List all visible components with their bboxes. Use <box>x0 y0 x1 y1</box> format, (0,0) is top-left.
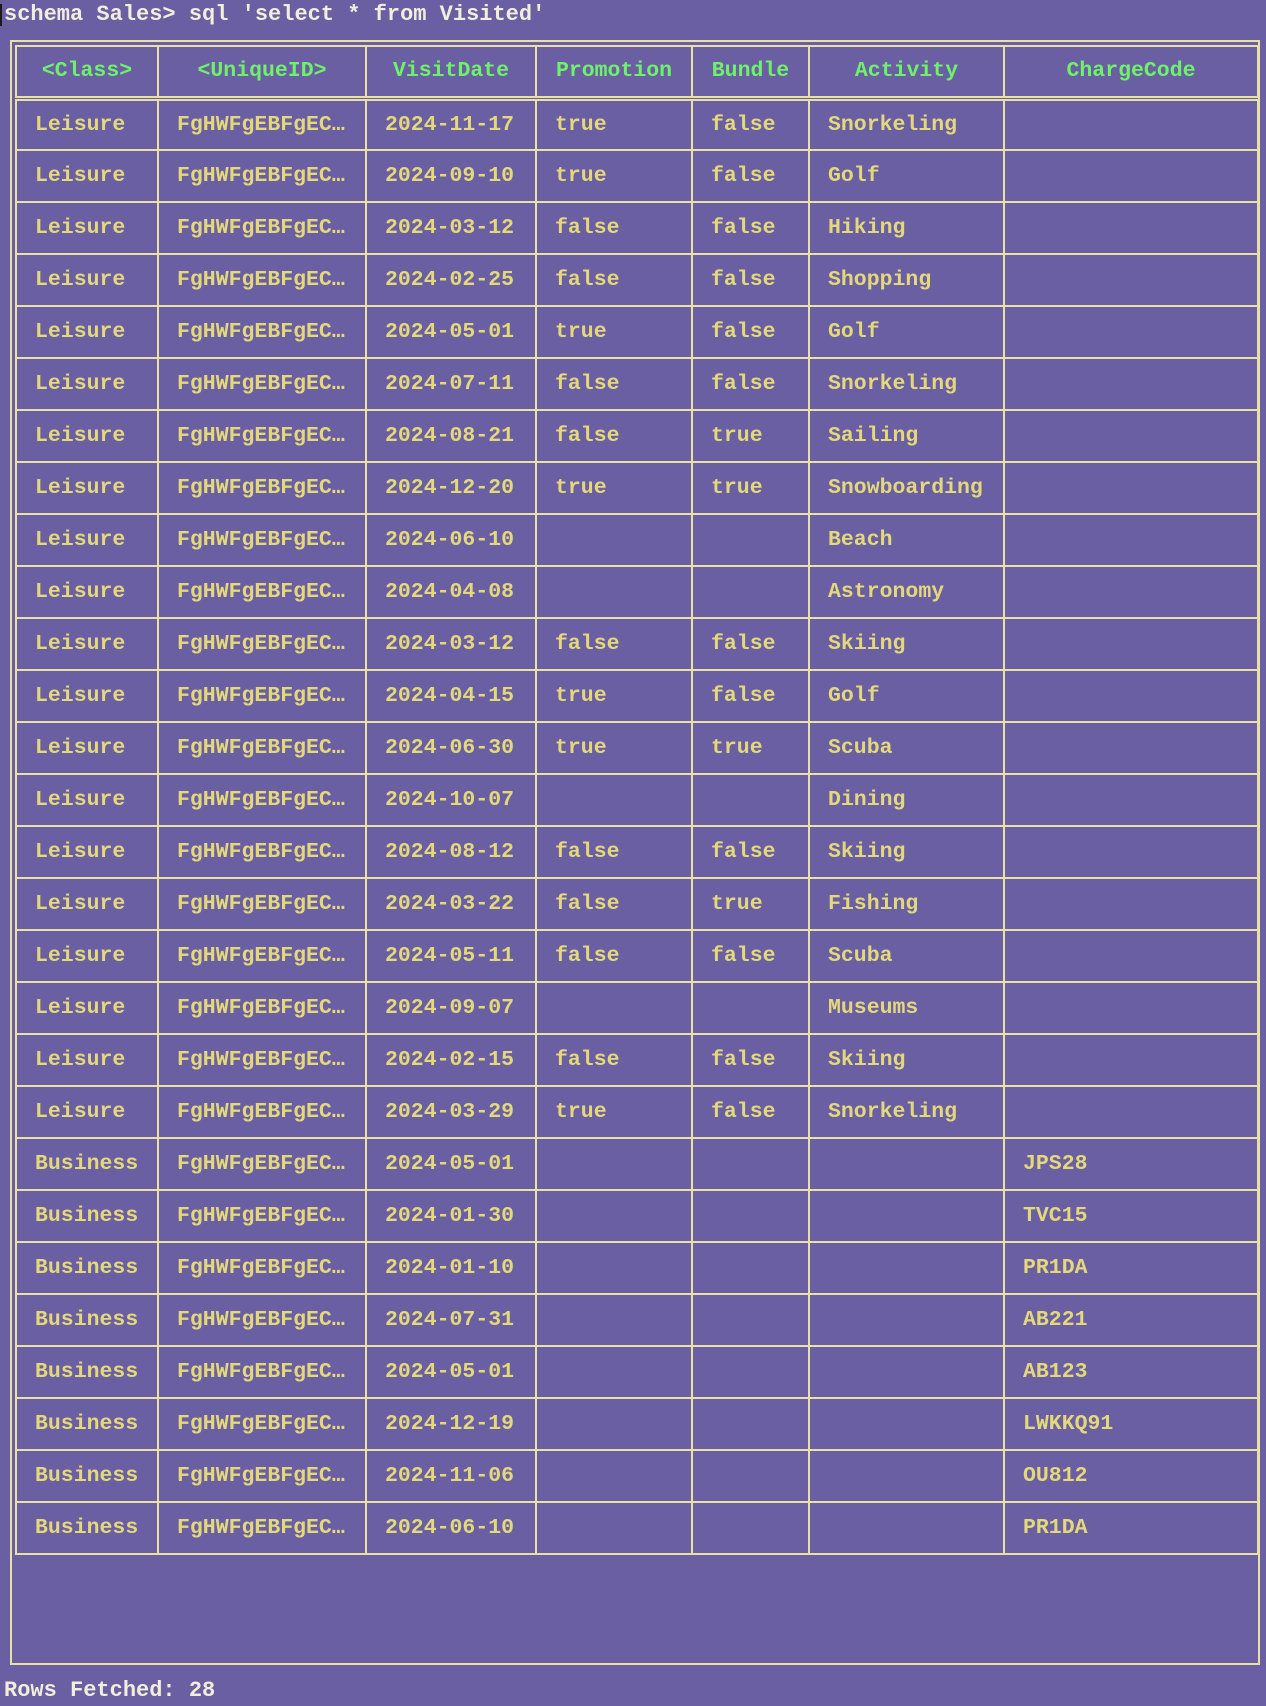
table-cell <box>1004 1034 1258 1086</box>
table-cell: Leisure <box>16 98 158 150</box>
table-header-row <box>16 46 1258 98</box>
table-cell: 2024-07-31 <box>366 1294 536 1346</box>
table-cell <box>1004 98 1258 150</box>
table-row <box>16 1502 1258 1554</box>
table-cell: FgHWFgEBFgEC… <box>158 1242 366 1294</box>
table-cell: Leisure <box>16 722 158 774</box>
table-row <box>16 1086 1258 1138</box>
table-cell: false <box>692 618 809 670</box>
column-header: <UniqueID> <box>158 46 366 98</box>
table-cell: FgHWFgEBFgEC… <box>158 878 366 930</box>
table-cell: FgHWFgEBFgEC… <box>158 566 366 618</box>
table-cell: Leisure <box>16 982 158 1034</box>
table-cell: false <box>536 202 692 254</box>
table-cell <box>1004 358 1258 410</box>
table-row <box>16 1450 1258 1502</box>
table-row <box>16 774 1258 826</box>
table-cell: FgHWFgEBFgEC… <box>158 774 366 826</box>
table-cell <box>692 1294 809 1346</box>
table-cell <box>809 1138 1004 1190</box>
table-cell: FgHWFgEBFgEC… <box>158 514 366 566</box>
table-cell: Leisure <box>16 930 158 982</box>
table-cell: Leisure <box>16 826 158 878</box>
table-row <box>16 306 1258 358</box>
table-cell: Business <box>16 1138 158 1190</box>
table-cell <box>1004 774 1258 826</box>
table-row <box>16 1242 1258 1294</box>
table-row <box>16 150 1258 202</box>
table-cell: Hiking <box>809 202 1004 254</box>
table-cell <box>692 566 809 618</box>
table-cell: Snorkeling <box>809 358 1004 410</box>
column-header: Activity <box>809 46 1004 98</box>
table-cell <box>692 774 809 826</box>
table-cell: Leisure <box>16 878 158 930</box>
table-cell <box>809 1190 1004 1242</box>
table-cell: false <box>536 254 692 306</box>
table-cell: 2024-04-08 <box>366 566 536 618</box>
table-cell: FgHWFgEBFgEC… <box>158 306 366 358</box>
table-row <box>16 618 1258 670</box>
table-cell: 2024-03-12 <box>366 618 536 670</box>
table-cell: false <box>536 410 692 462</box>
table-cell <box>692 1346 809 1398</box>
table-cell: false <box>692 202 809 254</box>
table-cell: Snowboarding <box>809 462 1004 514</box>
result-table <box>15 45 1259 1555</box>
table-cell: 2024-06-30 <box>366 722 536 774</box>
table-row <box>16 566 1258 618</box>
table-row <box>16 722 1258 774</box>
table-cell: Business <box>16 1502 158 1554</box>
table-cell: true <box>536 306 692 358</box>
table-row <box>16 254 1258 306</box>
table-cell: FgHWFgEBFgEC… <box>158 358 366 410</box>
table-cell: false <box>692 98 809 150</box>
table-cell <box>536 1138 692 1190</box>
text-cursor <box>0 4 2 26</box>
table-cell: true <box>536 722 692 774</box>
table-cell: Beach <box>809 514 1004 566</box>
table-cell <box>1004 618 1258 670</box>
table-row <box>16 982 1258 1034</box>
table-cell: true <box>536 1086 692 1138</box>
table-row <box>16 410 1258 462</box>
table-cell: false <box>536 930 692 982</box>
table-cell <box>536 1398 692 1450</box>
table-cell: 2024-10-07 <box>366 774 536 826</box>
table-cell: 2024-09-10 <box>366 150 536 202</box>
table-cell: FgHWFgEBFgEC… <box>158 1138 366 1190</box>
table-cell: 2024-03-12 <box>366 202 536 254</box>
table-cell <box>1004 930 1258 982</box>
table-cell: Dining <box>809 774 1004 826</box>
table-cell <box>1004 566 1258 618</box>
table-cell <box>1004 1086 1258 1138</box>
table-cell: Golf <box>809 150 1004 202</box>
table-cell <box>809 1450 1004 1502</box>
table-cell: Business <box>16 1346 158 1398</box>
table-cell: FgHWFgEBFgEC… <box>158 982 366 1034</box>
table-cell: JPS28 <box>1004 1138 1258 1190</box>
table-cell: Snorkeling <box>809 1086 1004 1138</box>
table-cell: Leisure <box>16 1034 158 1086</box>
table-cell: Museums <box>809 982 1004 1034</box>
table-cell: FgHWFgEBFgEC… <box>158 1450 366 1502</box>
table-cell <box>692 1502 809 1554</box>
table-cell <box>809 1294 1004 1346</box>
table-cell: false <box>692 1034 809 1086</box>
table-cell: Skiing <box>809 1034 1004 1086</box>
table-cell: FgHWFgEBFgEC… <box>158 150 366 202</box>
table-cell: FgHWFgEBFgEC… <box>158 670 366 722</box>
table-cell <box>536 514 692 566</box>
table-cell <box>809 1502 1004 1554</box>
table-cell: Skiing <box>809 618 1004 670</box>
table-cell: Scuba <box>809 722 1004 774</box>
table-cell <box>536 982 692 1034</box>
table-cell: 2024-03-22 <box>366 878 536 930</box>
table-cell: Business <box>16 1242 158 1294</box>
table-cell: FgHWFgEBFgEC… <box>158 254 366 306</box>
table-cell <box>536 1242 692 1294</box>
table-cell <box>536 1346 692 1398</box>
table-cell: 2024-11-06 <box>366 1450 536 1502</box>
table-cell: true <box>536 150 692 202</box>
table-cell <box>1004 306 1258 358</box>
table-row <box>16 826 1258 878</box>
table-cell: Leisure <box>16 462 158 514</box>
table-row <box>16 670 1258 722</box>
table-cell: Leisure <box>16 566 158 618</box>
table-cell: true <box>536 98 692 150</box>
table-cell: false <box>692 670 809 722</box>
table-cell <box>1004 722 1258 774</box>
table-cell: Leisure <box>16 1086 158 1138</box>
column-header: <Class> <box>16 46 158 98</box>
table-cell: FgHWFgEBFgEC… <box>158 1086 366 1138</box>
table-cell: 2024-01-30 <box>366 1190 536 1242</box>
table-cell: 2024-05-01 <box>366 1346 536 1398</box>
table-cell: 2024-08-21 <box>366 410 536 462</box>
table-cell: 2024-02-25 <box>366 254 536 306</box>
table-cell: true <box>536 462 692 514</box>
table-cell <box>1004 670 1258 722</box>
table-row <box>16 1190 1258 1242</box>
table-cell <box>1004 514 1258 566</box>
table-cell: true <box>692 410 809 462</box>
table-cell: true <box>536 670 692 722</box>
table-cell: Leisure <box>16 670 158 722</box>
table-cell: Leisure <box>16 774 158 826</box>
table-cell: FgHWFgEBFgEC… <box>158 1398 366 1450</box>
table-cell: Leisure <box>16 618 158 670</box>
table-cell <box>1004 202 1258 254</box>
table-cell: TVC15 <box>1004 1190 1258 1242</box>
table-cell: 2024-08-12 <box>366 826 536 878</box>
table-cell <box>536 566 692 618</box>
table-cell: 2024-09-07 <box>366 982 536 1034</box>
table-cell <box>692 1450 809 1502</box>
table-row <box>16 930 1258 982</box>
result-table-frame <box>10 40 1260 1665</box>
table-cell: Snorkeling <box>809 98 1004 150</box>
table-cell <box>536 1502 692 1554</box>
table-row <box>16 878 1258 930</box>
table-cell: false <box>692 826 809 878</box>
table-cell: 2024-05-11 <box>366 930 536 982</box>
column-header: Promotion <box>536 46 692 98</box>
table-cell: FgHWFgEBFgEC… <box>158 722 366 774</box>
table-cell <box>692 1398 809 1450</box>
table-row <box>16 358 1258 410</box>
column-header: ChargeCode <box>1004 46 1258 98</box>
table-cell <box>1004 462 1258 514</box>
table-cell: 2024-02-15 <box>366 1034 536 1086</box>
table-cell <box>809 1242 1004 1294</box>
table-cell: true <box>692 878 809 930</box>
table-cell: 2024-11-17 <box>366 98 536 150</box>
table-row <box>16 202 1258 254</box>
table-cell <box>1004 254 1258 306</box>
table-cell: false <box>692 306 809 358</box>
table-cell: false <box>536 358 692 410</box>
table-cell: false <box>692 1086 809 1138</box>
table-cell <box>1004 410 1258 462</box>
table-cell: Leisure <box>16 306 158 358</box>
table-cell: 2024-12-19 <box>366 1398 536 1450</box>
table-cell: Shopping <box>809 254 1004 306</box>
command-prompt: schema Sales> sql 'select * from Visited' <box>4 2 546 27</box>
rows-fetched-status: Rows Fetched: 28 <box>4 1678 216 1703</box>
table-row <box>16 514 1258 566</box>
table-row <box>16 462 1258 514</box>
table-cell: PR1DA <box>1004 1242 1258 1294</box>
table-cell: false <box>692 930 809 982</box>
table-cell: false <box>536 826 692 878</box>
table-cell: Golf <box>809 306 1004 358</box>
table-cell <box>1004 826 1258 878</box>
table-cell <box>692 1138 809 1190</box>
table-cell: FgHWFgEBFgEC… <box>158 930 366 982</box>
table-cell: FgHWFgEBFgEC… <box>158 462 366 514</box>
table-cell: Leisure <box>16 150 158 202</box>
table-row <box>16 1294 1258 1346</box>
table-cell: false <box>536 1034 692 1086</box>
table-cell: Golf <box>809 670 1004 722</box>
table-cell <box>1004 982 1258 1034</box>
table-cell: false <box>692 358 809 410</box>
table-cell: Leisure <box>16 410 158 462</box>
table-cell: FgHWFgEBFgEC… <box>158 826 366 878</box>
table-cell: Fishing <box>809 878 1004 930</box>
table-cell: Leisure <box>16 514 158 566</box>
table-cell: true <box>692 462 809 514</box>
table-cell: FgHWFgEBFgEC… <box>158 1034 366 1086</box>
table-cell <box>692 1190 809 1242</box>
table-cell: FgHWFgEBFgEC… <box>158 1294 366 1346</box>
table-cell: 2024-05-01 <box>366 306 536 358</box>
table-cell: FgHWFgEBFgEC… <box>158 202 366 254</box>
table-cell: 2024-07-11 <box>366 358 536 410</box>
table-cell: Business <box>16 1450 158 1502</box>
table-cell: FgHWFgEBFgEC… <box>158 1190 366 1242</box>
table-cell <box>809 1398 1004 1450</box>
table-cell: Leisure <box>16 202 158 254</box>
table-cell: false <box>536 618 692 670</box>
table-cell: Business <box>16 1190 158 1242</box>
table-cell <box>692 982 809 1034</box>
table-cell <box>809 1346 1004 1398</box>
table-row <box>16 98 1258 150</box>
table-cell <box>536 1190 692 1242</box>
table-cell: AB221 <box>1004 1294 1258 1346</box>
table-cell: 2024-12-20 <box>366 462 536 514</box>
table-body <box>16 98 1258 1554</box>
table-cell: Leisure <box>16 254 158 306</box>
table-cell: FgHWFgEBFgEC… <box>158 98 366 150</box>
table-cell: false <box>692 150 809 202</box>
table-cell: LWKKQ91 <box>1004 1398 1258 1450</box>
table-cell: FgHWFgEBFgEC… <box>158 1502 366 1554</box>
table-cell <box>536 1450 692 1502</box>
table-row <box>16 1138 1258 1190</box>
table-cell: 2024-03-29 <box>366 1086 536 1138</box>
table-cell: FgHWFgEBFgEC… <box>158 410 366 462</box>
table-row <box>16 1346 1258 1398</box>
table-row <box>16 1034 1258 1086</box>
table-cell: 2024-06-10 <box>366 514 536 566</box>
table-cell <box>536 1294 692 1346</box>
table-cell: true <box>692 722 809 774</box>
table-cell <box>692 514 809 566</box>
table-cell: Astronomy <box>809 566 1004 618</box>
table-cell: Business <box>16 1398 158 1450</box>
table-cell <box>1004 150 1258 202</box>
table-cell: Sailing <box>809 410 1004 462</box>
table-cell <box>692 1242 809 1294</box>
table-cell: 2024-05-01 <box>366 1138 536 1190</box>
table-cell: FgHWFgEBFgEC… <box>158 1346 366 1398</box>
column-header: Bundle <box>692 46 809 98</box>
table-cell <box>1004 878 1258 930</box>
table-cell: 2024-01-10 <box>366 1242 536 1294</box>
table-cell: false <box>536 878 692 930</box>
table-cell: OU812 <box>1004 1450 1258 1502</box>
table-cell: Skiing <box>809 826 1004 878</box>
table-cell: Scuba <box>809 930 1004 982</box>
table-cell: Leisure <box>16 358 158 410</box>
table-cell: AB123 <box>1004 1346 1258 1398</box>
table-cell: 2024-06-10 <box>366 1502 536 1554</box>
table-cell <box>536 774 692 826</box>
table-cell: Business <box>16 1294 158 1346</box>
table-cell: false <box>692 254 809 306</box>
table-cell: 2024-04-15 <box>366 670 536 722</box>
table-cell: PR1DA <box>1004 1502 1258 1554</box>
column-header: VisitDate <box>366 46 536 98</box>
table-row <box>16 1398 1258 1450</box>
table-cell: FgHWFgEBFgEC… <box>158 618 366 670</box>
